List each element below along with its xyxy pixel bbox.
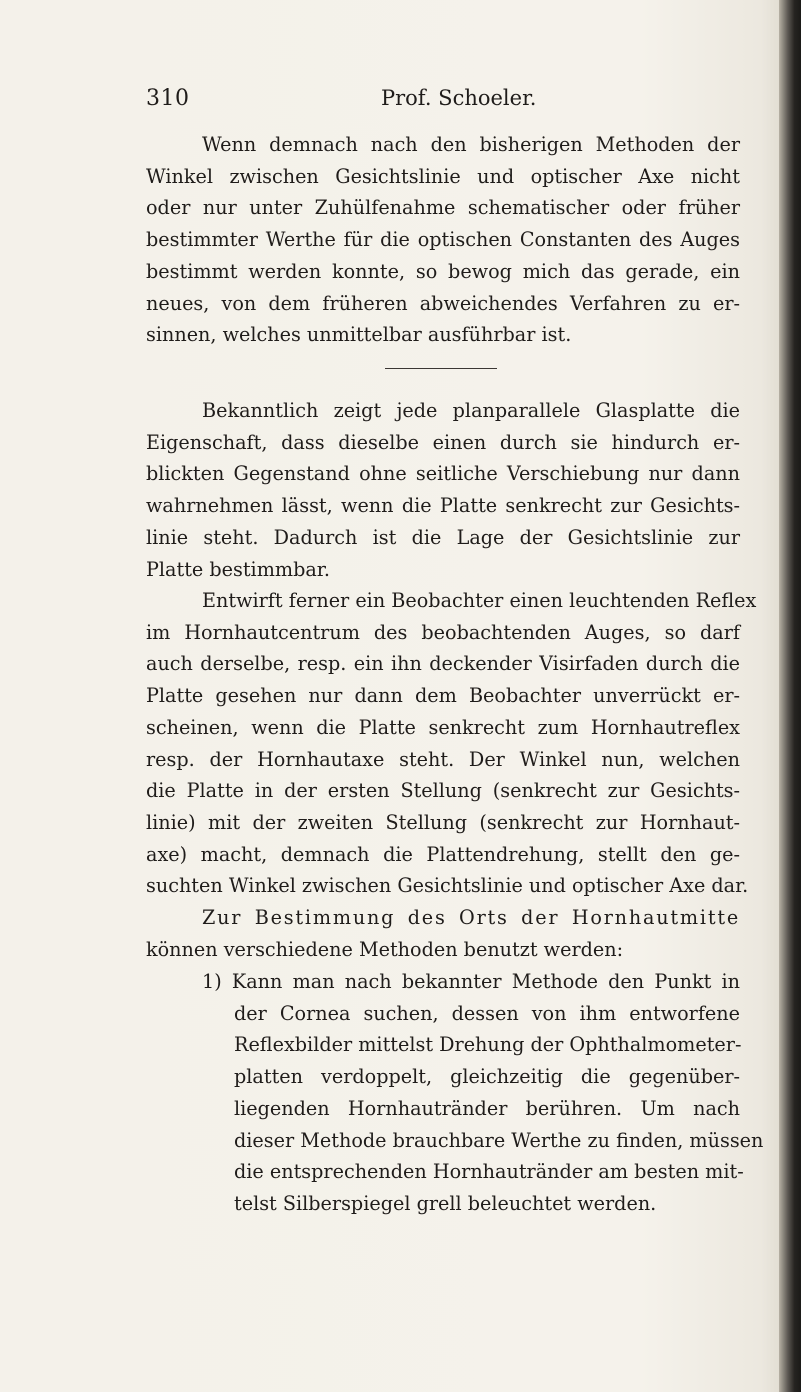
text-line: wahrnehmen lässt, wenn die Platte senkrecht zur Gesichts- <box>146 494 740 518</box>
text-line: bestimmt werden konnte, so bewog mich das gerade, ein <box>146 259 740 283</box>
paragraph-2 <box>146 395 740 585</box>
paragraph-4 <box>146 902 740 965</box>
text-line: Platte bestimmbar. <box>146 557 330 581</box>
text-line: die entsprechenden Hornhautränder am besten mit- <box>234 1160 744 1184</box>
section-divider <box>385 368 497 369</box>
text-line: Wenn demnach nach den bisherigen Methoden der <box>202 133 740 156</box>
page-number: 310 <box>146 86 190 111</box>
text-line: Reflexbilder mittelst Drehung der Ophthalmometer- <box>234 1033 742 1057</box>
text-line: axe) macht, demnach die Plattendrehung, stellt den ge- <box>146 842 740 866</box>
text-line: telst Silberspiegel grell beleuchtet werden. <box>234 1191 657 1215</box>
paragraph-1 <box>146 129 740 351</box>
page-header <box>0 86 780 116</box>
text-line: der Cornea suchen, dessen von ihm entworfene <box>234 1001 740 1025</box>
text-line: sinnen, welches unmittelbar ausführbar ist. <box>146 323 572 347</box>
text-line: linie) mit der zweiten Stellung (senkrecht zur Hornhaut- <box>146 810 740 834</box>
text-line: linie steht. Dadurch ist die Lage der Gesichtslinie zur <box>146 525 740 549</box>
paragraph-3 <box>146 585 757 902</box>
text-line: Eigenschaft, dass dieselbe einen durch sie hindurch er- <box>146 430 740 454</box>
emphasized-heading-line: Zur Bestimmung des Orts der Hornhautmitte <box>202 906 740 929</box>
running-title: Prof. Schoeler. <box>381 86 537 110</box>
text-line: neues, von dem früheren abweichendes Verfahren zu er- <box>146 291 740 315</box>
text-line: blickten Gegenstand ohne seitliche Verschiebung nur dann <box>146 462 740 486</box>
text-line: platten verdoppelt, gleichzeitig die gegenüber- <box>234 1065 740 1089</box>
text-line: Platte gesehen nur dann dem Beobachter unverrückt er- <box>146 684 740 708</box>
text-line: liegenden Hornhautränder berühren. Um nach <box>234 1096 740 1120</box>
text-line: resp. der Hornhautaxe steht. Der Winkel nun, welchen <box>146 747 740 771</box>
text-line: können verschiedene Methoden benutzt werden: <box>146 937 624 961</box>
page-edge-shadow <box>779 0 801 1392</box>
text-line: im Hornhautcentrum des beobachtenden Auges, so darf <box>146 620 740 644</box>
text-line: oder nur unter Zuhülfenahme schematischer oder früher <box>146 196 740 220</box>
text-line: die Platte in der ersten Stellung (senkrecht zur Gesichts- <box>146 779 740 803</box>
text-line: suchten Winkel zwischen Gesichtslinie und optischer Axe dar. <box>146 874 749 898</box>
text-line: Entwirft ferner ein Beobachter einen leuchtenden Reflex <box>202 589 757 612</box>
text-line: scheinen, wenn die Platte senkrecht zum Hornhautreflex <box>146 715 740 739</box>
text-line: Bekanntlich zeigt jede planparallele Glasplatte die <box>202 399 740 422</box>
text-line: Winkel zwischen Gesichtslinie und optischer Axe nicht <box>146 164 740 188</box>
text-line: bestimmter Werthe für die optischen Constanten des Auges <box>146 228 740 252</box>
text-line: dieser Methode brauchbare Werthe zu finden, müssen <box>234 1128 764 1152</box>
text-line: auch derselbe, resp. ein ihn deckender Visirfaden durch die <box>146 652 740 676</box>
text-line: 1) Kann man nach bekannter Methode den Punkt in <box>202 970 740 993</box>
list-item-1 <box>146 966 764 1220</box>
